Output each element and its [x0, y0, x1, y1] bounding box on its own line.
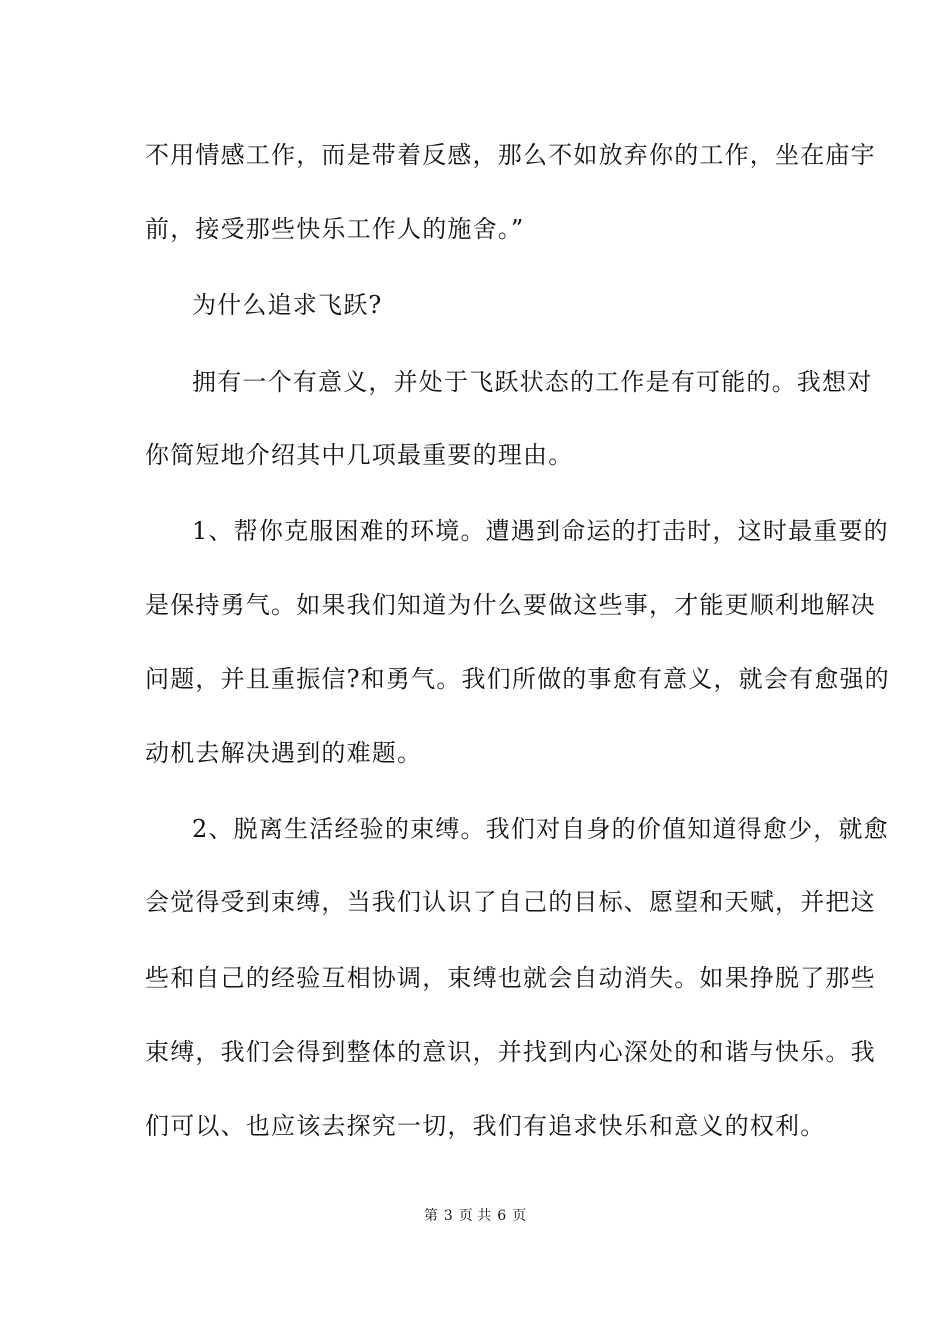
paragraph-line: 会觉得受到束缚，当我们认识了自己的目标、愿望和天赋，并把这 — [145, 888, 876, 916]
page-label-prefix: 第 — [423, 1208, 438, 1224]
page-label-suffix: 页 — [512, 1208, 527, 1224]
page-number-footer — [0, 1207, 950, 1225]
page-current: 3 — [443, 1208, 453, 1224]
paragraph-line: 拥有一个有意义，并处于飞跃状态的工作是有可能的。我想对 — [192, 368, 873, 396]
paragraph-line: 2、脱离生活经验的束缚。我们对自身的价值知道得愈少，就愈 — [192, 815, 889, 843]
paragraph-line: 们可以、也应该去探究一切，我们有追求快乐和意义的权利。 — [145, 1112, 826, 1140]
paragraph-line: 1、帮你克服困难的环境。遭遇到命运的打击时，这时最重要的 — [192, 517, 889, 545]
page-total: 6 — [497, 1208, 507, 1224]
paragraph-line: 束缚，我们会得到整体的意识，并找到内心深处的和谐与快乐。我 — [145, 1038, 876, 1066]
section-heading: 为什么追求飞跃? — [192, 291, 383, 319]
paragraph-line: 动机去解决遇到的难题。 — [145, 739, 423, 767]
paragraph-line: 前，接受那些快乐工作人的施舍。” — [145, 215, 525, 243]
paragraph-line: 是保持勇气。如果我们知道为什么要做这些事，才能更顺利地解决 — [145, 591, 876, 619]
paragraph-line: 你简短地介绍其中几项最重要的理由。 — [145, 441, 574, 469]
page-label-mid: 页 共 — [458, 1208, 492, 1224]
paragraph-line: 些和自己的经验互相协调，束缚也就会自动消失。如果挣脱了那些 — [145, 964, 876, 992]
paragraph-line: 不用情感工作，而是带着反感，那么不如放弃你的工作，坐在庙宇 — [145, 141, 876, 169]
paragraph-line: 问题，并且重振信?和勇气。我们所做的事愈有意义，就会有愈强的 — [145, 665, 890, 693]
